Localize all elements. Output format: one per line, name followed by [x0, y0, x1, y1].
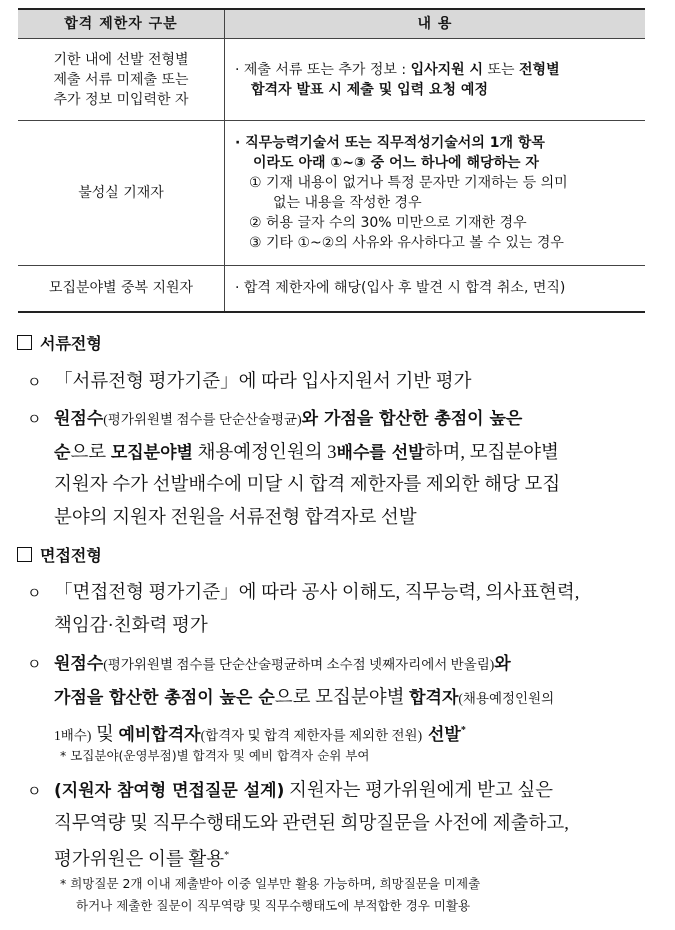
table-row-label: 불성실 기재자: [18, 121, 225, 266]
table-row-content: · 직무능력기술서 또는 직무적성기술서의 1개 항목 이라도 아래 ①~③ 중 어느 하나에 해당하는 자 ① 기재 내용이 없거나 특정 문자만 기재하는 등 의미 없는 내용을 작성한 경우 ② 허용 글자 수의 30% 미만으로 기재한 경우 ③ 기타 ①~②의 사유와 유사하다고 볼 수 있는 경우: [225, 121, 646, 266]
restriction-table: [18, 8, 645, 313]
table-row-label: 기한 내에 선발 전형별 제출 서류 미제출 또는 추가 정보 미입력한 자: [18, 39, 225, 121]
table-header-content: 내 용: [225, 9, 646, 39]
section-heading-interview: 면접전형: [17, 543, 102, 566]
table-row: [18, 39, 645, 121]
list-item: ㅇ 「면접전형 평가기준」에 따라 공사 이해도, 직무능력, 의사표현력, 책임감·친화력 평가: [27, 577, 659, 642]
footnote: * 모집분야(운영부점)별 합격자 및 예비 합격자 순위 부여: [60, 748, 370, 763]
list-item: ㅇ 원점수(평가위원별 점수를 단순산술평균)와 가점을 합산한 총점이 높은 순으로 모집분야별 채용예정인원의 3배수를 선발하며, 모집분야별 지원자 수가 선발배수에 미달 시 합격 제한자를 제외한 해당 모집 분야의 지원자 전원을 서류전형 합격자로 선발: [27, 403, 659, 534]
circle-bullet-icon: ㅇ: [27, 782, 42, 800]
list-item: ㅇ 「서류전형 평가기준」에 따라 입사지원서 기반 평가: [27, 366, 659, 399]
table-header-category: 합격 제한자 구분: [18, 9, 225, 39]
table-row-label: 모집분야별 중복 지원자: [18, 266, 225, 312]
table-row: [18, 121, 645, 266]
checkbox-square-icon: [17, 335, 32, 350]
table-header-row: [18, 9, 645, 39]
checkbox-square-icon: [17, 547, 32, 562]
table-row-content: · 합격 제한자에 해당(입사 후 발견 시 합격 취소, 면직): [225, 266, 646, 312]
section-heading-document-screening: 서류전형: [17, 331, 102, 354]
circle-bullet-icon: ㅇ: [27, 410, 42, 428]
list-item: ㅇ 원점수(평가위원별 점수를 단순산술평균하며 소수점 넷째자리에서 반올림)와 가점을 합산한 총점이 높은 순으로 모집분야별 합격자(채용예정인원의 1배수) 및 예비합격자(합격자 및 합격 제한자를 제외한 전원) 선발*: [27, 648, 659, 753]
footnote: * 희망질문 2개 이내 제출받아 이중 일부만 활용 가능하며, 희망질문을 미제출 하거나 제출한 질문이 직무역량 및 직무수행태도에 부적합한 경우 미활용: [60, 876, 481, 913]
circle-bullet-icon: ㅇ: [27, 584, 42, 602]
list-item: ㅇ (지원자 참여형 면접질문 설계) 지원자는 평가위원에게 받고 싶은 직무역량 및 직무수행태도와 관련된 희망질문을 사전에 제출하고, 평가위원은 이를 활용*: [27, 775, 659, 877]
circle-bullet-icon: ㅇ: [27, 655, 42, 673]
table-row: [18, 266, 645, 312]
table-row-content: · 제출 서류 또는 추가 정보 : 입사지원 시 또는 전형별 합격자 발표 시 제출 및 입력 요청 예정: [225, 39, 646, 121]
circle-bullet-icon: ㅇ: [27, 373, 42, 391]
